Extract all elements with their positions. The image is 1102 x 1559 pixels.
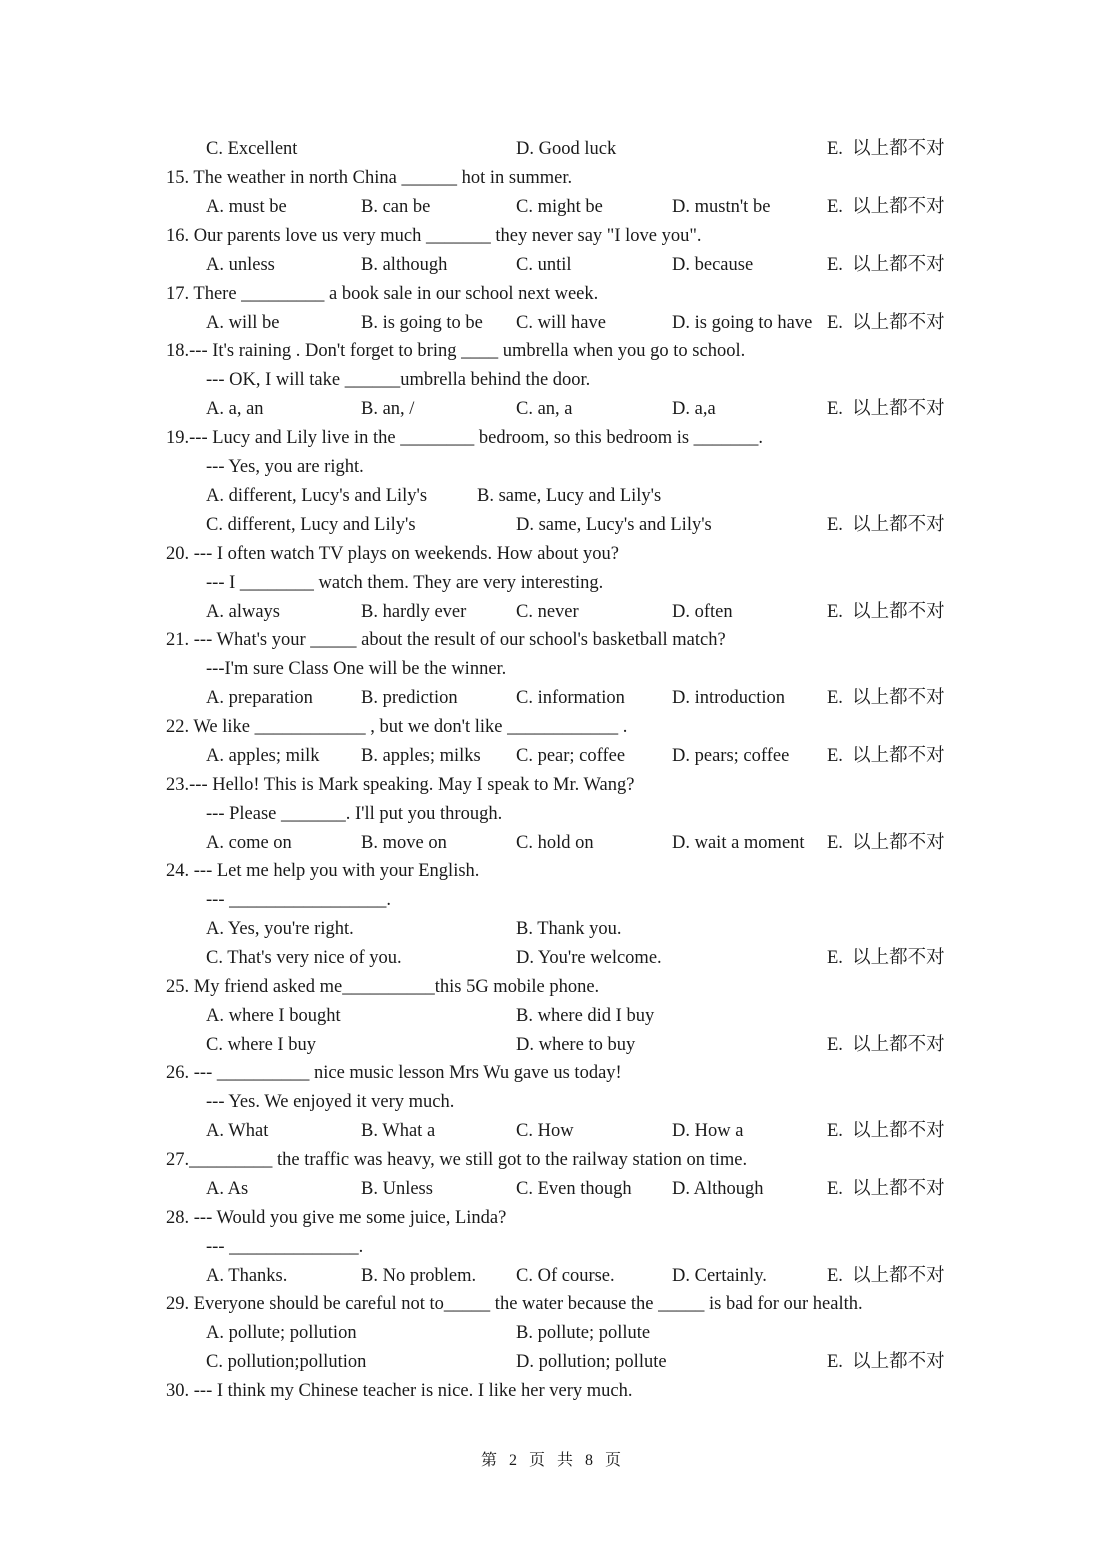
- q20-option-a: A. always: [206, 602, 280, 622]
- footer-total-pages: 8: [585, 1452, 594, 1469]
- q19-option-c: C. different, Lucy and Lily's: [206, 515, 416, 535]
- q17-option-e: E. 以上都不对: [827, 313, 945, 333]
- q22-option-c: C. pear; coffee: [516, 746, 626, 766]
- q22-option-a: A. apples; milk: [206, 746, 320, 766]
- q19-option-d: D. same, Lucy's and Lily's: [516, 515, 712, 535]
- q22-option-d: D. pears; coffee: [672, 746, 790, 766]
- q23-stem: 23.--- Hello! This is Mark speaking. May I speak to Mr. Wang?: [166, 775, 635, 795]
- q29-option-d: D. pollution; pollute: [516, 1352, 667, 1372]
- q28-option-b: B. No problem.: [361, 1266, 477, 1286]
- q30-stem: 30. --- I think my Chinese teacher is nice. I like her very much.: [166, 1381, 633, 1401]
- q29-option-e: E. 以上都不对: [827, 1352, 945, 1372]
- q27-option-a: A. As: [206, 1179, 249, 1199]
- q14-option-d: D. Good luck: [516, 139, 617, 159]
- q24-option-a: A. Yes, you're right.: [206, 919, 354, 939]
- q15-option-a: A. must be: [206, 197, 287, 217]
- q26-option-e: E. 以上都不对: [827, 1121, 945, 1141]
- q26-option-b: B. What a: [361, 1121, 436, 1141]
- q29-option-a: A. pollute; pollution: [206, 1323, 357, 1343]
- q18-option-c: C. an, a: [516, 399, 573, 419]
- q29-option-b: B. pollute; pollute: [516, 1323, 651, 1343]
- q14-option-e: E. 以上都不对: [827, 139, 945, 159]
- q20-stem: 20. --- I often watch TV plays on weekends. How about you?: [166, 544, 619, 564]
- q26-option-a: A. What: [206, 1121, 269, 1141]
- q22-stem: 22. We like ____________ , but we don't like ____________ .: [166, 717, 628, 737]
- q21-option-a: A. preparation: [206, 688, 313, 708]
- q16-stem: 16. Our parents love us very much _______ they never say "I love you".: [166, 226, 702, 246]
- q27-option-e: E. 以上都不对: [827, 1179, 945, 1199]
- q20-line2: --- I ________ watch them. They are very interesting.: [206, 573, 604, 593]
- q29-stem: 29. Everyone should be careful not to_____ the water because the _____ is bad for our health.: [166, 1294, 863, 1314]
- q19-option-e: E. 以上都不对: [827, 515, 945, 535]
- q19-line2: --- Yes, you are right.: [206, 457, 364, 477]
- q15-option-d: D. mustn't be: [672, 197, 771, 217]
- q14-option-c: C. Excellent: [206, 139, 298, 159]
- q25-option-d: D. where to buy: [516, 1035, 636, 1055]
- q20-option-d: D. often: [672, 602, 733, 622]
- q18-option-e: E. 以上都不对: [827, 399, 945, 419]
- q15-option-c: C. might be: [516, 197, 603, 217]
- q29-option-c: C. pollution;pollution: [206, 1352, 367, 1372]
- q26-stem: 26. --- __________ nice music lesson Mrs Wu gave us today!: [166, 1063, 622, 1083]
- q21-option-c: C. information: [516, 688, 625, 708]
- q24-option-e: E. 以上都不对: [827, 948, 945, 968]
- q18-option-d: D. a,a: [672, 399, 716, 419]
- q16-option-b: B. although: [361, 255, 448, 275]
- q24-option-c: C. That's very nice of you.: [206, 948, 402, 968]
- q20-option-c: C. never: [516, 602, 579, 622]
- q26-line2: --- Yes. We enjoyed it very much.: [206, 1092, 455, 1112]
- q21-line2: ---I'm sure Class One will be the winner.: [206, 659, 507, 679]
- q25-option-a: A. where I bought: [206, 1006, 341, 1026]
- q15-stem: 15. The weather in north China ______ hot in summer.: [166, 168, 573, 188]
- q27-option-c: C. Even though: [516, 1179, 632, 1199]
- q24-line2: --- _________________.: [206, 890, 391, 910]
- q20-option-e: E. 以上都不对: [827, 602, 945, 622]
- q23-option-d: D. wait a moment: [672, 833, 805, 853]
- page-footer: [0, 1447, 1102, 1470]
- q19-option-a: A. different, Lucy's and Lily's: [206, 486, 428, 506]
- q28-option-c: C. Of course.: [516, 1266, 615, 1286]
- q24-option-d: D. You're welcome.: [516, 948, 662, 968]
- q20-option-b: B. hardly ever: [361, 602, 467, 622]
- q17-option-c: C. will have: [516, 313, 606, 333]
- q28-stem: 28. --- Would you give me some juice, Linda?: [166, 1208, 507, 1228]
- q17-option-a: A. will be: [206, 313, 280, 333]
- q27-option-b: B. Unless: [361, 1179, 433, 1199]
- q15-option-e: E. 以上都不对: [827, 197, 945, 217]
- q19-stem: 19.--- Lucy and Lily live in the ________ bedroom, so this bedroom is _______.: [166, 428, 764, 448]
- q19-option-b: B. same, Lucy and Lily's: [477, 486, 662, 506]
- q16-option-e: E. 以上都不对: [827, 255, 945, 275]
- q28-option-e: E. 以上都不对: [827, 1266, 945, 1286]
- q21-option-d: D. introduction: [672, 688, 786, 708]
- footer-di: 第: [480, 1452, 497, 1469]
- q24-option-b: B. Thank you.: [516, 919, 622, 939]
- q17-option-b: B. is going to be: [361, 313, 483, 333]
- q18-option-b: B. an, /: [361, 399, 415, 419]
- q26-option-d: D. How a: [672, 1121, 744, 1141]
- q28-line2: --- ______________.: [206, 1237, 364, 1257]
- q25-option-c: C. where I buy: [206, 1035, 316, 1055]
- q16-option-a: A. unless: [206, 255, 275, 275]
- q21-stem: 21. --- What's your _____ about the result of our school's basketball match?: [166, 630, 726, 650]
- q16-option-c: C. until: [516, 255, 572, 275]
- footer-ye-1: 页: [528, 1452, 545, 1469]
- q23-option-a: A. come on: [206, 833, 292, 853]
- footer-ye-2: 页: [605, 1452, 622, 1469]
- q28-option-d: D. Certainly.: [672, 1266, 767, 1286]
- q28-option-a: A. Thanks.: [206, 1266, 288, 1286]
- footer-gong: 共: [557, 1452, 574, 1469]
- q24-stem: 24. --- Let me help you with your English.: [166, 861, 480, 881]
- q21-option-b: B. prediction: [361, 688, 458, 708]
- q23-option-b: B. move on: [361, 833, 447, 853]
- q27-stem: 27._________ the traffic was heavy, we still got to the railway station on time.: [166, 1150, 748, 1170]
- q18-option-a: A. a, an: [206, 399, 264, 419]
- q27-option-d: D. Although: [672, 1179, 764, 1199]
- q25-option-e: E. 以上都不对: [827, 1035, 945, 1055]
- q18-stem: 18.--- It's raining . Don't forget to bring ____ umbrella when you go to school.: [166, 341, 746, 361]
- q21-option-e: E. 以上都不对: [827, 688, 945, 708]
- q23-option-c: C. hold on: [516, 833, 594, 853]
- q22-option-e: E. 以上都不对: [827, 746, 945, 766]
- q18-line2: --- OK, I will take ______umbrella behind the door.: [206, 370, 591, 390]
- q23-line2: --- Please _______. I'll put you through.: [206, 804, 503, 824]
- q22-option-b: B. apples; milks: [361, 746, 481, 766]
- q15-option-b: B. can be: [361, 197, 431, 217]
- q16-option-d: D. because: [672, 255, 754, 275]
- q17-option-d: D. is going to have: [672, 313, 813, 333]
- q25-option-b: B. where did I buy: [516, 1006, 655, 1026]
- q17-stem: 17. There _________ a book sale in our school next week.: [166, 284, 599, 304]
- footer-page-number: 2: [508, 1452, 517, 1469]
- q25-stem: 25. My friend asked me__________this 5G mobile phone.: [166, 977, 600, 997]
- q23-option-e: E. 以上都不对: [827, 833, 945, 853]
- q26-option-c: C. How: [516, 1121, 574, 1141]
